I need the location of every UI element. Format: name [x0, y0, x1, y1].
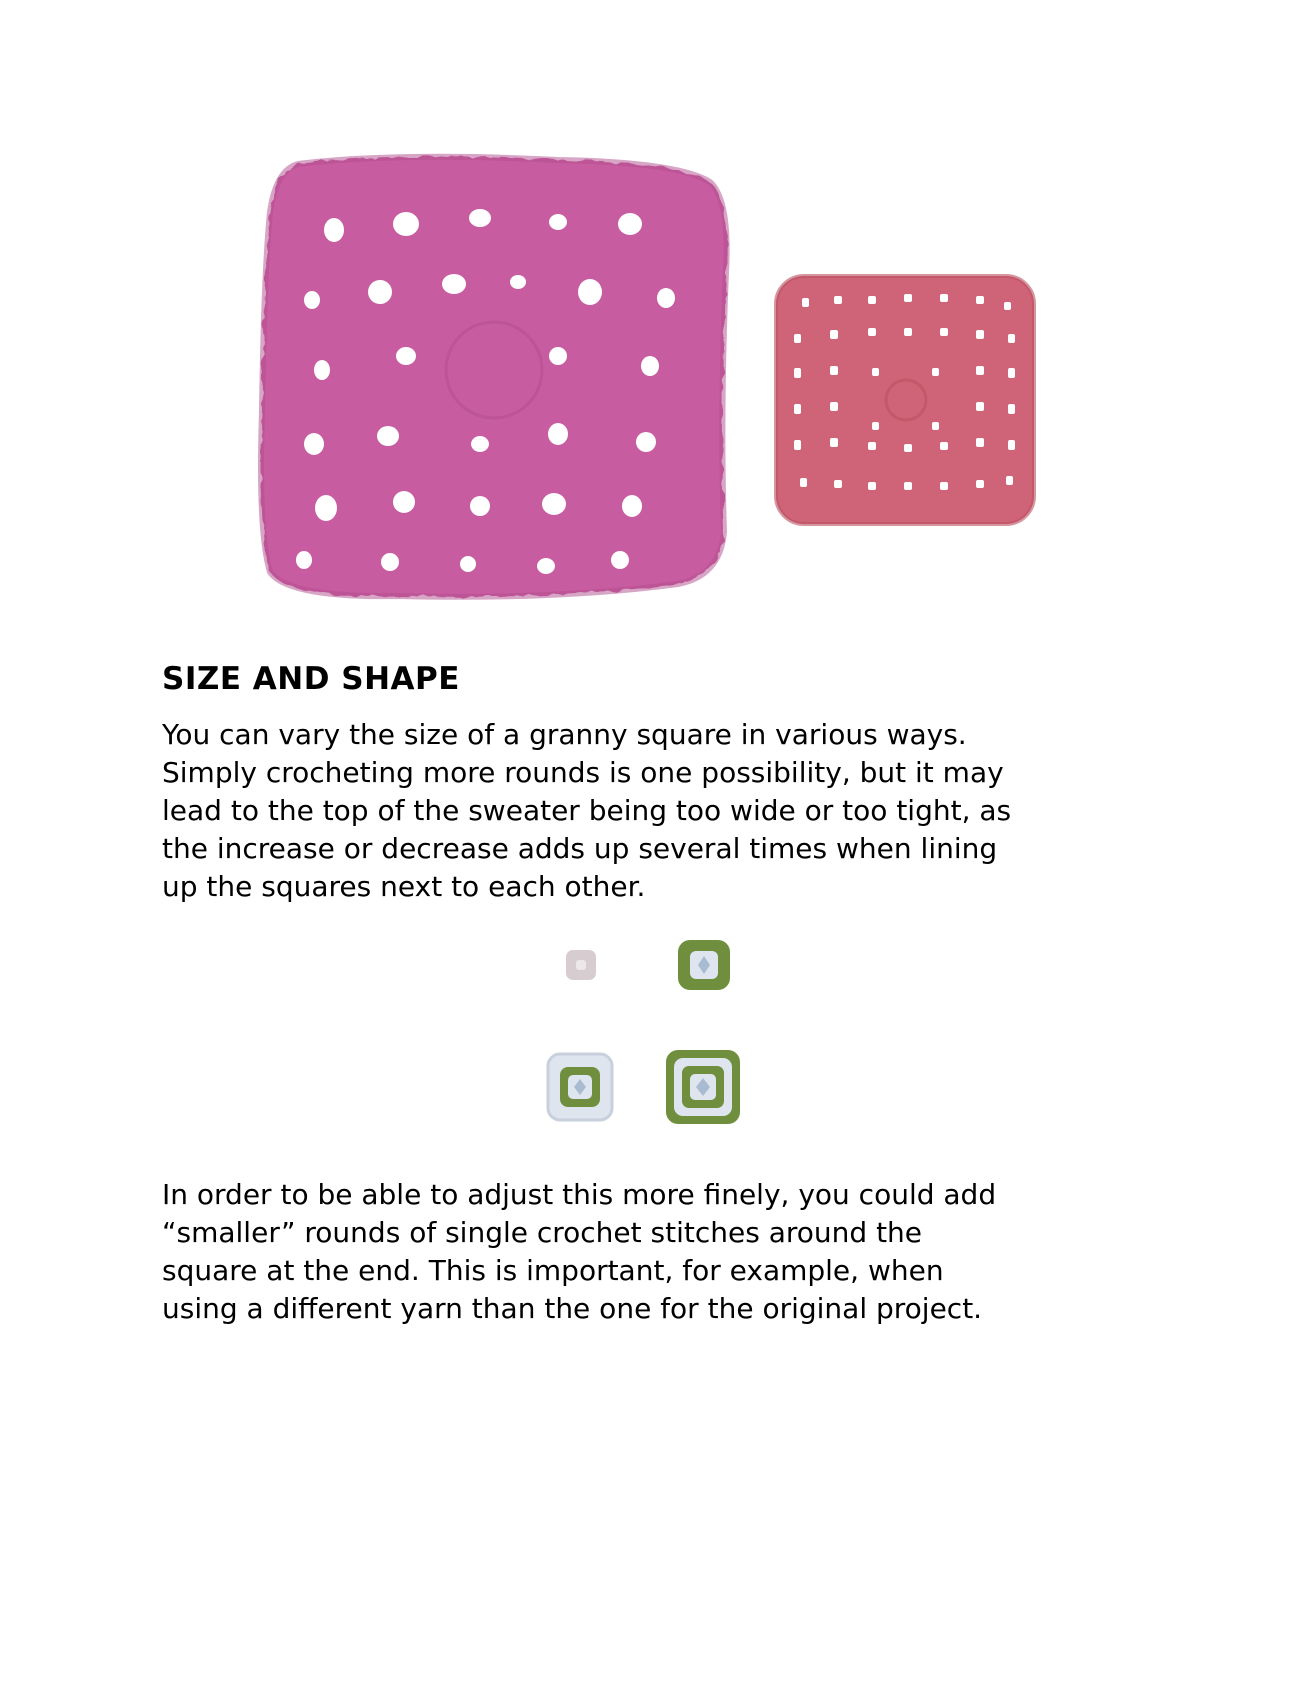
light-and-green-granny-square-photo	[546, 1052, 614, 1122]
section-heading: SIZE AND SHAPE	[162, 661, 460, 697]
paragraph-line: Simply crocheting more rounds is one possibility, but it may	[162, 756, 1004, 789]
large-pink-granny-square-photo	[258, 152, 738, 604]
small-green-granny-square-photo	[676, 938, 732, 992]
paragraph-line: lead to the top of the sweater being too wide or too tight, as	[162, 794, 1012, 827]
body-paragraph-1	[162, 716, 1162, 906]
paragraph-line: the increase or decrease adds up several times when lining	[162, 832, 998, 865]
body-paragraph-2	[162, 1176, 1162, 1328]
paragraph-line: square at the end. This is important, for example, when	[162, 1254, 944, 1287]
paragraph-line: up the squares next to each other.	[162, 870, 646, 903]
green-and-light-granny-square-photo	[664, 1048, 742, 1126]
paragraph-line: You can vary the size of a granny square in various ways.	[162, 718, 967, 751]
paragraph-line: In order to be able to adjust this more finely, you could add	[162, 1178, 997, 1211]
paragraph-line: “smaller” rounds of single crochet stitches around the	[162, 1216, 923, 1249]
tiny-light-granny-square-photo	[564, 948, 598, 982]
medium-rose-granny-square-photo	[772, 272, 1038, 528]
paragraph-line: using a different yarn than the one for the original project.	[162, 1292, 983, 1325]
